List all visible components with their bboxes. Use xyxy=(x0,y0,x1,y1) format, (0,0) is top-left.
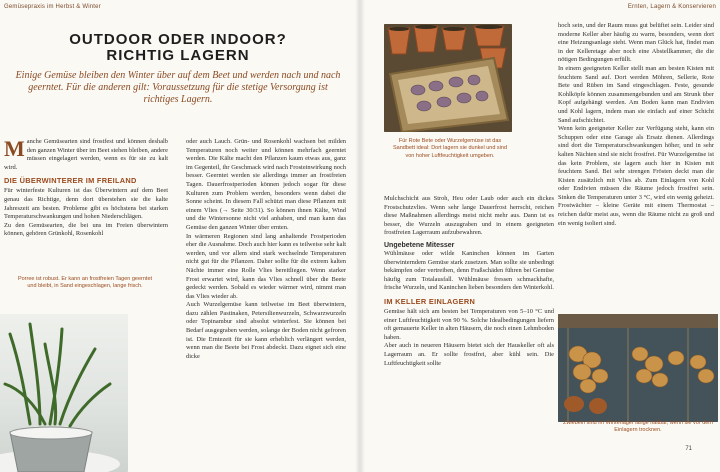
col4-text2: In einem geeigneten Keller stellt man am besten Kisten mit feuchtem Sand auf. Dort werden Möhren, Sellerie, Rote Bete und Rüben im Sand eingeschlagen. Feste, gesunde Kohlköpfe können zusammengebunden und am Strunk über Kopf aufgehängt werden. Am Boden kann man Endivien und Kohl lagern, indem man sie einfach auf einer Schicht Sand aufschichtet. xyxy=(558,64,714,124)
running-head-left: Gemüsepraxis im Herbst & Winter xyxy=(4,4,101,10)
column-1 xyxy=(4,138,168,239)
col2-text: oder auch Lauch. Grün- und Rosenkohl wachsen bei milden Temperaturen noch weiter und können mehrfach geerntet werden. Die Kälte macht den Pflanzen kaum etwas aus, ganz im Gegenteil, ihr Geschmack wird nach Frosteinwirkung noch besser. Geerntet werden sie allerdings immer an frostfreien Tagen. Dauerfrostperioden können jedoch sogar für diese Kulturen zum Problem werden, besonders wenn dabei die Sonne scheint. In diesem Fall schützt man diese Pflanzen mit einem Vlies (→ Seite 30/31). So können ihnen Kälte, Wind und die Wintersonne nicht viel anhaben, und man kann das Gemüse den ganzen Winter über ernten. xyxy=(186,138,346,231)
sand-box-caption: Für Rote Bete oder Wurzelgemüse ist das Sandbett ideal: Dort lagern sie dunkel und sind von hoher Luftfeuchtigkeit umgeben. xyxy=(392,138,508,159)
column-2 xyxy=(186,138,346,361)
sand-box-illustration xyxy=(384,24,512,132)
intro-text: Einige Gemüse bleiben den Winter über auf dem Beet und werden nach und nach geerntet. Für die anderen gilt: Voraussetzung für die stetige Versorgung ist richtiges Lagern. xyxy=(15,70,341,105)
col2-text2: In wärmeren Regionen sind lang anhaltende Frostperioden eher die Ausnahme. Doch auch hier kann es teilweise sehr kalt werden, und vor allem sind stark wechselnde Temperaturen nicht gut für die Pflanzen. Daher sollte für die extrem kalten Nächte immer eine Rolle Vlies bereitliegen. Wenn starker Frost erwartet wird, kann das Vlies schnell über die Beete gedeckt werden. Sobald es wieder wärmer wird, nimmt man das Vlies wieder ab. xyxy=(186,232,346,300)
col1-para3: Zu den Gemüsearten, die bei uns im Freien überwintern können, gehören Grünkohl, Rosenkohl xyxy=(4,221,168,238)
col2-text3: Auch Wurzelgemüse kann teilweise im Beet überwintern, dazu zählen Pastinaken, Petersilienwurzeln, Schwarzwurzeln oder Topinambur sind absolut winterfest. Sie können bei Bedarf ausgegraben werden, solange der Boden nicht gefroren ist. Die Erntezeit für sie kann erheblich verlängert werden, wenn man die Beete bei Frost abdeckt. Dazu eignet sich eine dicke xyxy=(186,301,346,360)
col3-text2: Wühlmäuse oder wilde Kaninchen können im Garten überwinterndem Gemüse stark zusetzen. Man sollte sie unbedingt bekämpfen oder vertreiben, denn Fraßschäden führen bei Gemüse häufig zum Totalausfall. Wühlmäuse fressen schmackhafte, frische Wurzeln, und Kaninchen lieben besonders den Winterkohl. xyxy=(384,249,554,292)
onion-illustration xyxy=(558,314,718,422)
onion-photo-caption: Zwiebeln sind im Winterlager lange haltbar, wenn sie vor dem Einlagern trocknen. xyxy=(563,420,713,434)
drop-cap: M xyxy=(4,136,25,161)
col4-text: hoch sein, und der Raum muss gut belüftet sein. Leider sind moderne Keller aber häufig zu warm, besonders, wenn dort eine Heizungsanlage steht. Wenn man Glück hat, findet man in der Kelleretage aber noch eine Abstellkammer, die die nötigen Bedingungen erfüllt. xyxy=(558,22,714,64)
col3-text: Mulchschicht aus Stroh, Heu oder Laub oder auch ein dickes Frostschutzvlies. Wenn sehr lange Dauerfrost herrscht, reichen diese Maßnahmen allerdings meist nicht mehr aus. Dann ist es besser, die Wurzeln auszugraben und in einem geeigneten frostfreien Lagerraum aufzubewahren. xyxy=(384,195,554,237)
book-gutter xyxy=(355,0,365,472)
title-line-1: OUTDOOR ODER INDOOR? xyxy=(69,31,287,48)
col3-text4: Aber auch in neueren Häusern bietet sich der Hauskeller oft als Lagerraum an. Er sollte frostfrei, aber kühl sein. Die Luftfeuchtigkeit sollte xyxy=(384,342,554,367)
page-title xyxy=(0,32,356,64)
page-number: 71 xyxy=(685,446,692,452)
col4-text3: Wenn kein geeigneter Keller zur Verfügung steht, kann ein Schuppen oder eine Garage als Ersatz dienen. Allerdings sind dort die Temperaturschwankungen höher, und in sehr kalten Nächten sind sie nicht frostfrei. Für Wurzelgemüse ist das kein Problem, sie lagern auch hier in Kisten mit feuchtem Sand. Bei sehr strengen Frösten deckt man die Kisten zusätzlich mit Vlies ab. Zum Einlagern von Kohl oder Endivien müssen die Räume jedoch frostfrei sein. Sinken die Temperaturen unter 3 °C, wird ein wenig geheizt. Frostwächter – kleine Geräte mit einem Thermostat – reichen dafür meist aus, wenn die Räume nicht zu groß und ein wenig isoliert sind. xyxy=(558,125,714,227)
subheading-mitesser: Ungebetene Mitesser xyxy=(384,241,455,249)
leek-pot-illustration xyxy=(0,314,128,472)
onion-storage-photo xyxy=(558,314,718,422)
column-3 xyxy=(384,195,554,368)
leek-pot-photo xyxy=(0,314,128,472)
section-heading-keller: IM KELLER EINLAGERN xyxy=(384,296,476,306)
col1-para2: Für winterfeste Kulturen ist das Überwintern auf dem Beet genau das Richtige, denn dort überstehen sie die kalte Jahreszeit am besten. Probleme gibt es höchstens bei starken Temperaturschwankungen und hohen Niederschlägen. xyxy=(4,187,168,221)
leek-photo-caption: Porree ist robust. Er kann an frostfreien Tagen geerntet und bleibt, in Sand eingeschlagen, lange frisch. xyxy=(17,276,153,290)
column-4 xyxy=(558,22,714,228)
title-line-2: RICHTIG LAGERN xyxy=(106,47,250,64)
running-head-right: Ernten, Lagern & Konservieren xyxy=(627,4,716,10)
storage-box-photo xyxy=(384,24,512,132)
section-heading-freiland: DIE ÜBERWINTERER IM FREILAND xyxy=(4,176,137,186)
col1-para1-text: anche Gemüsearten sind frostfest und können deshalb den ganzen Winter über im Beet stehen bleiben, andere müssen eingelagert werden, wenn es für sie zu kalt wird. xyxy=(4,138,168,171)
col1-para1 xyxy=(4,138,168,172)
right-page xyxy=(360,0,720,472)
col3-text3: Gemüse hält sich am besten bei Temperaturen von 5–10 °C und einer Luftfeuchtigkeit von 90 %. Solche Idealbedingungen liefern oft gemauerte Keller in alten Häusern, die noch einen Lehmboden haben. xyxy=(384,307,554,341)
